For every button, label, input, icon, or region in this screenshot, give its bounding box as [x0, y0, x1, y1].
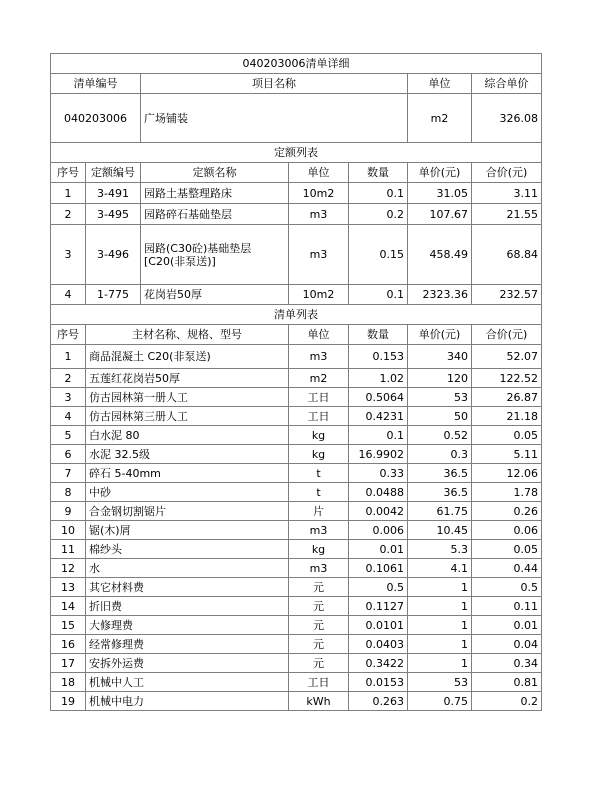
quota-code: 3-491: [86, 183, 141, 204]
quota-seq: 4: [51, 285, 86, 305]
material-name: 折旧费: [86, 597, 289, 616]
material-unit: kg: [289, 426, 349, 445]
material-price: 53: [408, 673, 472, 692]
material-qty: 1.02: [349, 369, 408, 388]
material-total: 0.2: [472, 692, 542, 711]
quota-qty: 0.1: [349, 183, 408, 204]
material-row: [51, 635, 542, 654]
material-total: 0.81: [472, 673, 542, 692]
material-seq: 6: [51, 445, 86, 464]
material-total: 0.11: [472, 597, 542, 616]
material-name: 中砂: [86, 483, 289, 502]
material-name: 合金钢切割锯片: [86, 502, 289, 521]
quota-name: 园路土基整理路床: [141, 183, 289, 204]
quota-total: 3.11: [472, 183, 542, 204]
material-price: 36.5: [408, 464, 472, 483]
material-unit: 元: [289, 654, 349, 673]
quota-code: 3-496: [86, 225, 141, 285]
material-name: 锯(木)屑: [86, 521, 289, 540]
quota-header-name: 定额名称: [141, 163, 289, 183]
material-header-unit: 单位: [289, 325, 349, 345]
quota-qty: 0.1: [349, 285, 408, 305]
material-price: 53: [408, 388, 472, 407]
material-total: 0.01: [472, 616, 542, 635]
quota-row: [51, 225, 542, 285]
material-qty: 0.01: [349, 540, 408, 559]
header-list-code: 清单编号: [51, 74, 141, 94]
material-unit: 片: [289, 502, 349, 521]
material-row: [51, 483, 542, 502]
material-row: [51, 654, 542, 673]
material-qty: 0.3422: [349, 654, 408, 673]
quota-header-qty: 数量: [349, 163, 408, 183]
material-qty: 0.1127: [349, 597, 408, 616]
material-total: 0.05: [472, 426, 542, 445]
material-name: 水: [86, 559, 289, 578]
material-price: 10.45: [408, 521, 472, 540]
material-price: 0.3: [408, 445, 472, 464]
material-qty: 0.1061: [349, 559, 408, 578]
quota-seq: 1: [51, 183, 86, 204]
table-title: 040203006清单详细: [51, 54, 542, 74]
quota-total: 232.57: [472, 285, 542, 305]
material-qty: 0.33: [349, 464, 408, 483]
material-row: [51, 578, 542, 597]
quota-header-code: 定额编号: [86, 163, 141, 183]
material-qty: 16.9902: [349, 445, 408, 464]
material-total: 122.52: [472, 369, 542, 388]
quota-row: [51, 204, 542, 225]
material-unit: kg: [289, 540, 349, 559]
material-price: 50: [408, 407, 472, 426]
material-price: 1: [408, 616, 472, 635]
material-name: 机械中电力: [86, 692, 289, 711]
material-qty: 0.0153: [349, 673, 408, 692]
material-qty: 0.0403: [349, 635, 408, 654]
material-header-name: 主材名称、规格、型号: [86, 325, 289, 345]
material-unit: t: [289, 483, 349, 502]
quota-seq: 2: [51, 204, 86, 225]
material-total: 5.11: [472, 445, 542, 464]
quota-header-total: 合价(元): [472, 163, 542, 183]
material-row: [51, 407, 542, 426]
material-name: 白水泥 80: [86, 426, 289, 445]
material-unit: kg: [289, 445, 349, 464]
material-name: 五莲红花岗岩50厚: [86, 369, 289, 388]
quota-price: 31.05: [408, 183, 472, 204]
material-unit: 元: [289, 616, 349, 635]
material-seq: 9: [51, 502, 86, 521]
quota-price: 2323.36: [408, 285, 472, 305]
material-header-qty: 数量: [349, 325, 408, 345]
material-row: [51, 692, 542, 711]
quota-code: 1-775: [86, 285, 141, 305]
material-price: 61.75: [408, 502, 472, 521]
material-unit: 工日: [289, 388, 349, 407]
material-row: [51, 426, 542, 445]
material-unit: t: [289, 464, 349, 483]
list-item-unit: m2: [408, 94, 472, 143]
quota-header-unit: 单位: [289, 163, 349, 183]
quota-name: 园路(C30砼)基础垫层[C20(非泵送)]: [141, 225, 289, 285]
material-qty: 0.0042: [349, 502, 408, 521]
quota-qty: 0.2: [349, 204, 408, 225]
material-name: 仿古园林第一册人工: [86, 388, 289, 407]
list-item-code: 040203006: [51, 94, 141, 143]
material-header-total: 合价(元): [472, 325, 542, 345]
material-name: 水泥 32.5级: [86, 445, 289, 464]
material-row: [51, 464, 542, 483]
quota-qty: 0.15: [349, 225, 408, 285]
material-seq: 11: [51, 540, 86, 559]
material-name: 大修理费: [86, 616, 289, 635]
material-seq: 2: [51, 369, 86, 388]
material-name: 机械中人工: [86, 673, 289, 692]
quota-unit: 10m2: [289, 183, 349, 204]
quota-seq: 3: [51, 225, 86, 285]
material-price: 1: [408, 578, 472, 597]
header-unit: 单位: [408, 74, 472, 94]
material-qty: 0.5: [349, 578, 408, 597]
material-qty: 0.006: [349, 521, 408, 540]
detail-table: [50, 53, 542, 711]
material-qty: 0.5064: [349, 388, 408, 407]
material-price: 120: [408, 369, 472, 388]
material-row: [51, 345, 542, 369]
material-seq: 12: [51, 559, 86, 578]
material-total: 0.44: [472, 559, 542, 578]
material-seq: 19: [51, 692, 86, 711]
quota-price: 458.49: [408, 225, 472, 285]
material-qty: 0.0101: [349, 616, 408, 635]
material-qty: 0.4231: [349, 407, 408, 426]
material-name: 棉纱头: [86, 540, 289, 559]
material-seq: 5: [51, 426, 86, 445]
material-seq: 10: [51, 521, 86, 540]
quota-name: 园路碎石基础垫层: [141, 204, 289, 225]
material-qty: 0.263: [349, 692, 408, 711]
material-total: 0.05: [472, 540, 542, 559]
quota-unit: m3: [289, 225, 349, 285]
material-seq: 14: [51, 597, 86, 616]
material-qty: 0.0488: [349, 483, 408, 502]
quota-header-price: 单价(元): [408, 163, 472, 183]
quota-total: 21.55: [472, 204, 542, 225]
quota-unit: m3: [289, 204, 349, 225]
material-unit: m3: [289, 559, 349, 578]
quota-row: [51, 285, 542, 305]
quota-unit: 10m2: [289, 285, 349, 305]
material-name: 碎石 5-40mm: [86, 464, 289, 483]
material-total: 21.18: [472, 407, 542, 426]
material-unit: 元: [289, 578, 349, 597]
material-total: 0.5: [472, 578, 542, 597]
quota-row: [51, 183, 542, 204]
material-row: [51, 445, 542, 464]
material-row: [51, 502, 542, 521]
quota-section-title: 定额列表: [51, 143, 542, 163]
material-total: 0.06: [472, 521, 542, 540]
material-qty: 0.153: [349, 345, 408, 369]
material-unit: 元: [289, 635, 349, 654]
material-header-seq: 序号: [51, 325, 86, 345]
list-item-unit-price: 326.08: [472, 94, 542, 143]
material-total: 0.04: [472, 635, 542, 654]
material-unit: m2: [289, 369, 349, 388]
material-row: [51, 616, 542, 635]
material-unit: 工日: [289, 407, 349, 426]
material-seq: 3: [51, 388, 86, 407]
material-row: [51, 388, 542, 407]
quota-code: 3-495: [86, 204, 141, 225]
material-name: 其它材料费: [86, 578, 289, 597]
material-total: 52.07: [472, 345, 542, 369]
material-seq: 4: [51, 407, 86, 426]
material-row: [51, 559, 542, 578]
quota-total: 68.84: [472, 225, 542, 285]
material-total: 0.26: [472, 502, 542, 521]
material-name: 仿古园林第三册人工: [86, 407, 289, 426]
material-price: 36.5: [408, 483, 472, 502]
material-price: 1: [408, 597, 472, 616]
material-price: 5.3: [408, 540, 472, 559]
material-unit: 工日: [289, 673, 349, 692]
material-row: [51, 673, 542, 692]
header-project-name: 项目名称: [141, 74, 408, 94]
material-row: [51, 540, 542, 559]
material-price: 0.52: [408, 426, 472, 445]
material-seq: 13: [51, 578, 86, 597]
header-unit-price: 综合单价: [472, 74, 542, 94]
material-seq: 7: [51, 464, 86, 483]
material-seq: 1: [51, 345, 86, 369]
quota-header-seq: 序号: [51, 163, 86, 183]
material-seq: 18: [51, 673, 86, 692]
quota-price: 107.67: [408, 204, 472, 225]
material-seq: 16: [51, 635, 86, 654]
material-name: 安拆外运费: [86, 654, 289, 673]
material-price: 340: [408, 345, 472, 369]
material-name: 商品混凝土 C20(非泵送): [86, 345, 289, 369]
material-total: 26.87: [472, 388, 542, 407]
material-total: 12.06: [472, 464, 542, 483]
material-unit: m3: [289, 345, 349, 369]
material-seq: 15: [51, 616, 86, 635]
material-price: 1: [408, 654, 472, 673]
list-item-name: 广场铺装: [141, 94, 408, 143]
material-seq: 8: [51, 483, 86, 502]
material-section-title: 清单列表: [51, 305, 542, 325]
quota-name: 花岗岩50厚: [141, 285, 289, 305]
material-header-price: 单价(元): [408, 325, 472, 345]
material-unit: 元: [289, 597, 349, 616]
material-unit: m3: [289, 521, 349, 540]
material-row: [51, 521, 542, 540]
material-qty: 0.1: [349, 426, 408, 445]
material-total: 0.34: [472, 654, 542, 673]
material-unit: kWh: [289, 692, 349, 711]
material-seq: 17: [51, 654, 86, 673]
material-row: [51, 369, 542, 388]
material-price: 4.1: [408, 559, 472, 578]
material-price: 0.75: [408, 692, 472, 711]
material-row: [51, 597, 542, 616]
material-total: 1.78: [472, 483, 542, 502]
material-name: 经常修理费: [86, 635, 289, 654]
material-price: 1: [408, 635, 472, 654]
